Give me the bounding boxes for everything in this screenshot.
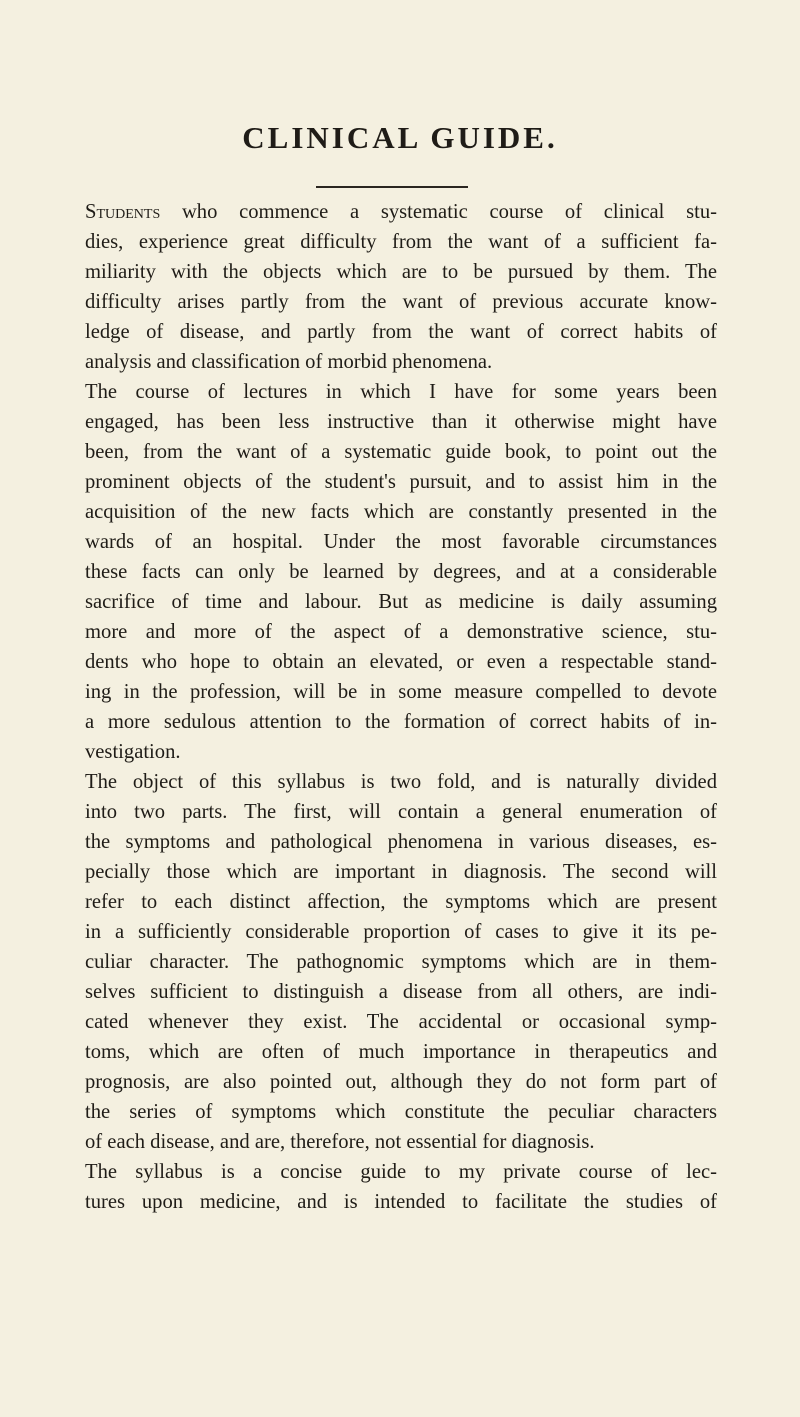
text-line-1 bbox=[85, 197, 717, 227]
text-line: more and more of the aspect of a demonstrative science, stu- bbox=[85, 621, 717, 643]
text-line: cated whenever they exist. The accidental or occasional symp- bbox=[85, 1011, 717, 1033]
text-line: a more sedulous attention to the formation of correct habits of in- bbox=[85, 711, 717, 733]
text-line: dies, experience great difficulty from the want of a sufficient fa- bbox=[85, 231, 717, 253]
text-line: difficulty arises partly from the want of previous accurate know- bbox=[85, 291, 717, 313]
text-line: miliarity with the objects which are to be pursued by them. The bbox=[85, 261, 717, 283]
text-line: acquisition of the new facts which are constantly presented in the bbox=[85, 501, 717, 523]
text-line: ledge of disease, and partly from the want of correct habits of bbox=[85, 321, 717, 343]
first-line-rest: who commence a systematic course of clinical stu- bbox=[160, 201, 717, 223]
text-line: The syllabus is a concise guide to my private course of lec- bbox=[85, 1161, 717, 1183]
text-line: the symptoms and pathological phenomena in various diseases, es- bbox=[85, 831, 717, 853]
text-line: culiar character. The pathognomic symptoms which are in them- bbox=[85, 951, 717, 973]
text-line: the series of symptoms which constitute the peculiar characters bbox=[85, 1101, 717, 1123]
body-text bbox=[85, 197, 717, 1217]
text-line: engaged, has been less instructive than it otherwise might have bbox=[85, 411, 717, 433]
text-line: in a sufficiently considerable proportion of cases to give it its pe- bbox=[85, 921, 717, 943]
text-line: toms, which are often of much importance in therapeutics and bbox=[85, 1041, 717, 1063]
text-line: The object of this syllabus is two fold, and is naturally divided bbox=[85, 771, 717, 793]
text-line: pecially those which are important in diagnosis. The second will bbox=[85, 861, 717, 883]
first-word: Students bbox=[85, 201, 161, 223]
title-rule bbox=[316, 186, 468, 188]
text-line: sacrifice of time and labour. But as medicine is daily assuming bbox=[85, 591, 717, 613]
text-line: tures upon medicine, and is intended to facilitate the studies of bbox=[85, 1191, 717, 1213]
text-line: refer to each distinct affection, the symptoms which are present bbox=[85, 891, 717, 913]
text-line: The course of lectures in which I have for some years been bbox=[85, 381, 717, 403]
text-line: into two parts. The first, will contain a general enumeration of bbox=[85, 801, 717, 823]
text-line: wards of an hospital. Under the most favorable circumstances bbox=[85, 531, 717, 553]
text-line: selves sufficient to distinguish a disease from all others, are indi- bbox=[85, 981, 717, 1003]
text-line: prominent objects of the student's pursuit, and to assist him in the bbox=[85, 471, 717, 493]
text-line: vestigation. bbox=[85, 741, 181, 763]
text-line: been, from the want of a systematic guide book, to point out the bbox=[85, 441, 717, 463]
text-line: analysis and classification of morbid phenomena. bbox=[85, 351, 493, 373]
text-line: dents who hope to obtain an elevated, or even a respectable stand- bbox=[85, 651, 717, 673]
text-line: ing in the profession, will be in some measure compelled to devote bbox=[85, 681, 717, 703]
text-line: prognosis, are also pointed out, although they do not form part of bbox=[85, 1071, 717, 1093]
page-title: CLINICAL GUIDE. bbox=[242, 120, 558, 155]
text-line: of each disease, and are, therefore, not essential for diagnosis. bbox=[85, 1131, 595, 1153]
text-line: these facts can only be learned by degrees, and at a considerable bbox=[85, 561, 717, 583]
